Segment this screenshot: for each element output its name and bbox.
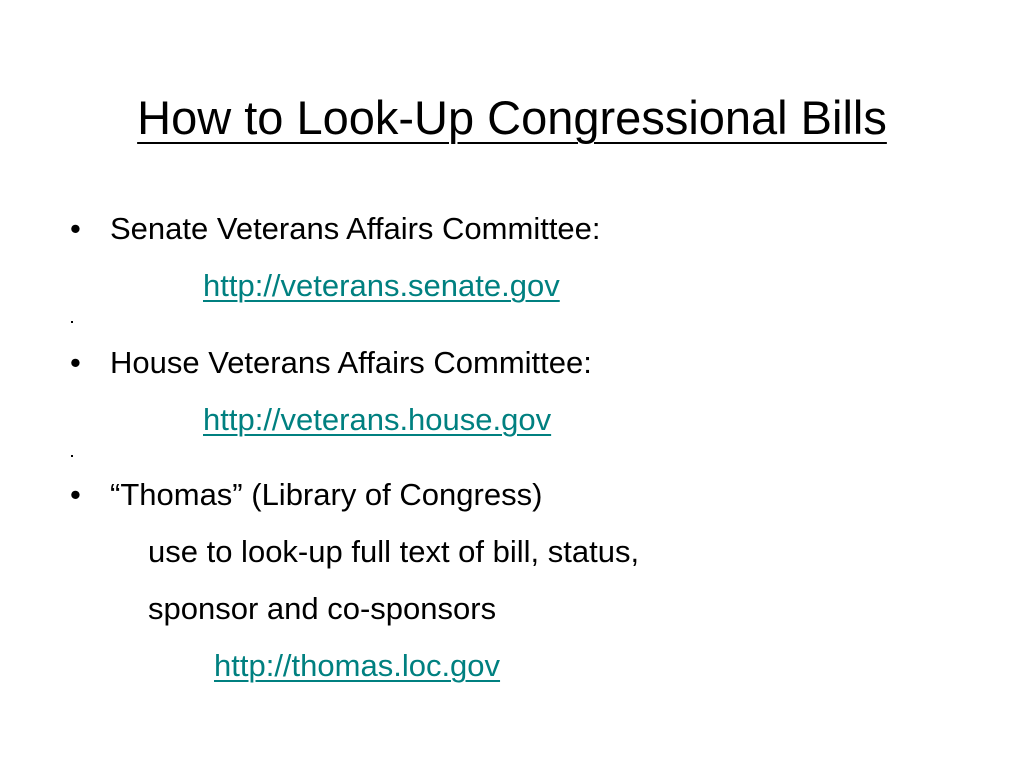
bullet-thomas-heading: “Thomas” (Library of Congress) (110, 477, 543, 512)
bullet-house-heading: House Veterans Affairs Committee: (110, 345, 592, 380)
thomas-description-line1: use to look-up full text of bill, status, (148, 534, 640, 569)
senate-link[interactable]: http://veterans.senate.gov (203, 268, 560, 303)
thomas-link[interactable]: http://thomas.loc.gov (214, 648, 501, 683)
separator-dot (71, 455, 73, 457)
thomas-description-line2: sponsor and co-sponsors (148, 591, 497, 626)
bullet-senate-heading: Senate Veterans Affairs Committee: (110, 211, 601, 246)
bullet-glyph: • (70, 211, 81, 246)
bullet-glyph: • (70, 477, 81, 512)
house-link[interactable]: http://veterans.house.gov (203, 402, 552, 437)
separator-dot (71, 321, 73, 323)
slide-title: How to Look-Up Congressional Bills (137, 91, 887, 144)
bullet-glyph: • (70, 345, 81, 380)
